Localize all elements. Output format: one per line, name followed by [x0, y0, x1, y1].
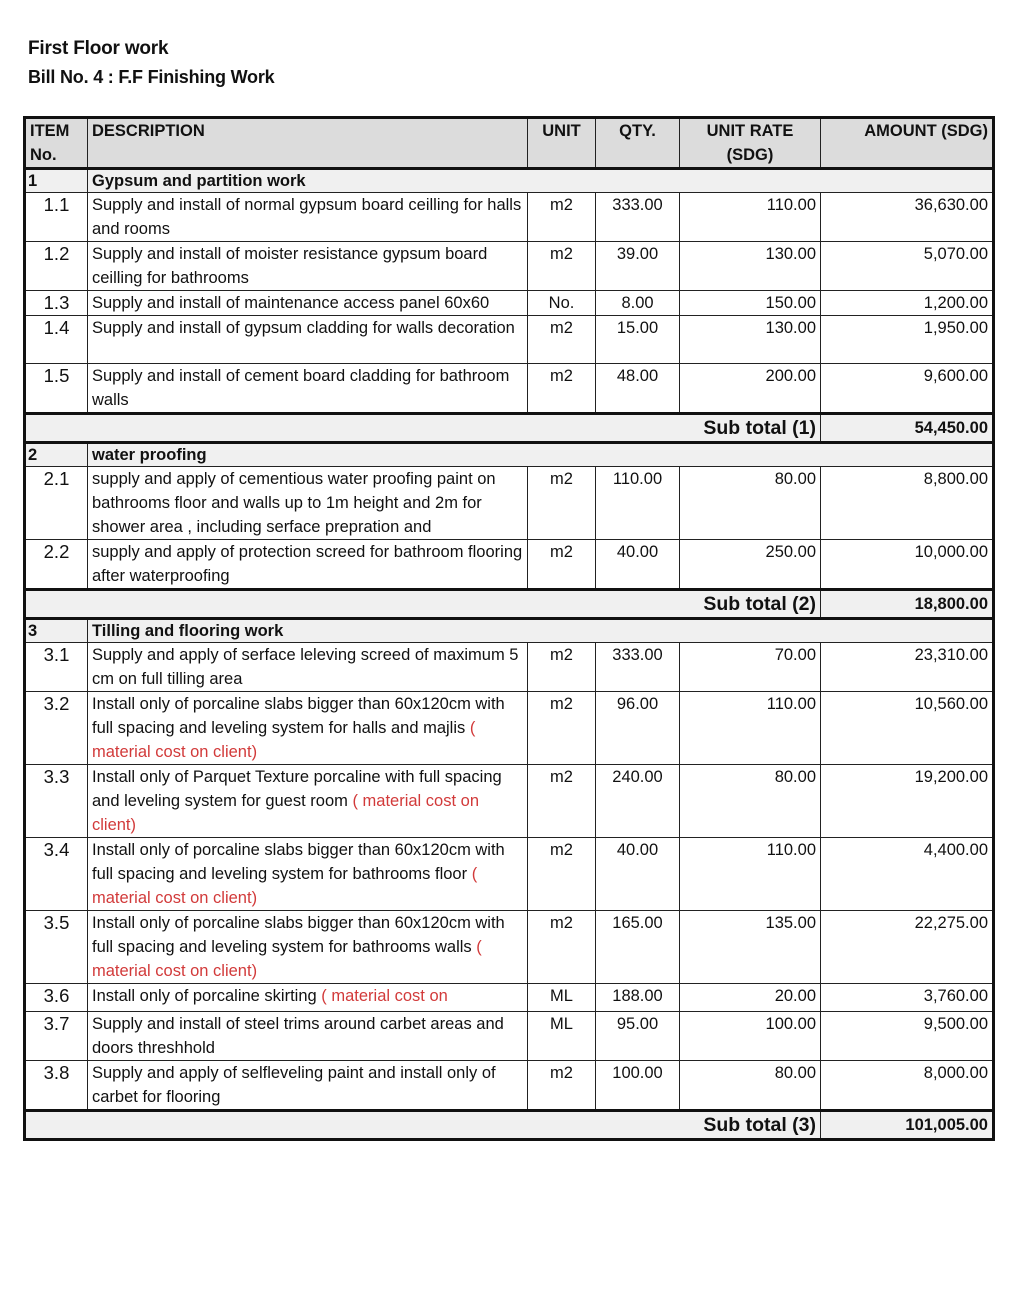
- item-number: 3.7: [25, 1012, 88, 1061]
- item-amount: 36,630.00: [821, 193, 994, 242]
- item-description: [88, 838, 528, 911]
- item-unit: m2: [528, 765, 596, 838]
- item-unit: m2: [528, 643, 596, 692]
- header-qty: QTY.: [596, 118, 680, 169]
- item-unit-rate: 110.00: [680, 193, 821, 242]
- item-amount: 8,000.00: [821, 1061, 994, 1111]
- table-row: [25, 291, 994, 316]
- item-description: [88, 540, 528, 590]
- item-unit-rate: 130.00: [680, 242, 821, 291]
- item-description: [88, 364, 528, 414]
- item-qty: 39.00: [596, 242, 680, 291]
- item-unit: m2: [528, 242, 596, 291]
- item-number: 1.1: [25, 193, 88, 242]
- item-unit: m2: [528, 1061, 596, 1111]
- subtotal-row: [25, 590, 994, 619]
- section-header-row: [25, 443, 994, 467]
- description-text: Install only of porcaline slabs bigger than 60x120cm with full spacing and leveling system for halls and majlis: [92, 695, 505, 737]
- item-qty: 96.00: [596, 692, 680, 765]
- item-unit-rate: 135.00: [680, 911, 821, 984]
- description-text: Install only of porcaline slabs bigger than 60x120cm with full spacing and leveling system for bathrooms floor: [92, 841, 505, 883]
- table-row: [25, 242, 994, 291]
- item-number: 3.4: [25, 838, 88, 911]
- section-title: Gypsum and partition work: [88, 169, 528, 193]
- table-row: [25, 643, 994, 692]
- item-unit: m2: [528, 911, 596, 984]
- item-unit-rate: 80.00: [680, 467, 821, 540]
- item-unit-rate: 80.00: [680, 765, 821, 838]
- table-row: [25, 692, 994, 765]
- section-header-row: [25, 169, 994, 193]
- item-amount: 5,070.00: [821, 242, 994, 291]
- item-unit-rate: 70.00: [680, 643, 821, 692]
- subtotal-value: 54,450.00: [821, 414, 994, 443]
- item-unit: No.: [528, 291, 596, 316]
- item-unit: m2: [528, 316, 596, 364]
- item-unit: m2: [528, 193, 596, 242]
- item-description: [88, 692, 528, 765]
- item-qty: 333.00: [596, 193, 680, 242]
- subtotal-label: Sub total (1): [25, 414, 821, 443]
- item-description: [88, 193, 528, 242]
- table-row: [25, 984, 994, 1012]
- table-row: [25, 193, 994, 242]
- subtotal-row: [25, 1111, 994, 1140]
- header-amount: AMOUNT (SDG): [821, 118, 994, 169]
- section-title: water proofing: [88, 443, 528, 467]
- item-unit: m2: [528, 364, 596, 414]
- table-row: [25, 838, 994, 911]
- table-row: [25, 467, 994, 540]
- item-amount: 3,760.00: [821, 984, 994, 1012]
- table-row: [25, 911, 994, 984]
- item-qty: 15.00: [596, 316, 680, 364]
- bill-of-quantities-table: [23, 116, 995, 1141]
- table-row: [25, 316, 994, 364]
- item-amount: 9,600.00: [821, 364, 994, 414]
- table-row: [25, 1061, 994, 1111]
- item-number: 3.3: [25, 765, 88, 838]
- item-unit-rate: 250.00: [680, 540, 821, 590]
- material-cost-note: ( material cost on client): [92, 938, 482, 980]
- header-item-no: ITEM No.: [25, 118, 88, 169]
- item-unit-rate: 130.00: [680, 316, 821, 364]
- item-unit: m2: [528, 540, 596, 590]
- item-number: 1.4: [25, 316, 88, 364]
- item-amount: 22,275.00: [821, 911, 994, 984]
- header-unit-rate: UNIT RATE (SDG): [680, 118, 821, 169]
- document-subtitle: Bill No. 4 : F.F Finishing Work: [28, 67, 275, 87]
- section-fill: [528, 169, 994, 193]
- table-header-row: [25, 118, 994, 169]
- item-unit-rate: 100.00: [680, 1012, 821, 1061]
- subtotal-label: Sub total (2): [25, 590, 821, 619]
- table-row: [25, 364, 994, 414]
- section-fill: [528, 619, 994, 643]
- subtotal-row: [25, 414, 994, 443]
- item-qty: 240.00: [596, 765, 680, 838]
- subtotal-value: 101,005.00: [821, 1111, 994, 1140]
- item-description: [88, 467, 528, 540]
- item-amount: 23,310.00: [821, 643, 994, 692]
- description-text: Supply and install of normal gypsum board ceilling for halls and rooms: [92, 196, 522, 238]
- description-text: Supply and apply of serface leleving screed of maximum 5 cm on full tilling area: [92, 646, 519, 688]
- item-qty: 110.00: [596, 467, 680, 540]
- item-qty: 48.00: [596, 364, 680, 414]
- item-amount: 10,000.00: [821, 540, 994, 590]
- table-body: [25, 169, 994, 1140]
- item-description: [88, 984, 528, 1012]
- item-number: 1.3: [25, 291, 88, 316]
- material-cost-note: ( material cost on client): [92, 865, 478, 907]
- item-unit-rate: 110.00: [680, 692, 821, 765]
- section-number: 1: [25, 169, 88, 193]
- section-fill: [528, 443, 994, 467]
- item-qty: 165.00: [596, 911, 680, 984]
- item-amount: 19,200.00: [821, 765, 994, 838]
- item-description: [88, 291, 528, 316]
- description-text: Supply and install of gypsum cladding for walls decoration: [92, 319, 515, 337]
- item-description: [88, 911, 528, 984]
- item-number: 2.2: [25, 540, 88, 590]
- item-description: [88, 1061, 528, 1111]
- table-row: [25, 540, 994, 590]
- section-header-row: [25, 619, 994, 643]
- item-description: [88, 1012, 528, 1061]
- description-text: Supply and install of maintenance access panel 60x60: [92, 294, 490, 312]
- item-qty: 100.00: [596, 1061, 680, 1111]
- section-number: 2: [25, 443, 88, 467]
- item-number: 3.8: [25, 1061, 88, 1111]
- item-number: 2.1: [25, 467, 88, 540]
- item-unit-rate: 110.00: [680, 838, 821, 911]
- item-unit-rate: 80.00: [680, 1061, 821, 1111]
- item-qty: 8.00: [596, 291, 680, 316]
- item-number: 3.1: [25, 643, 88, 692]
- subtotal-label: Sub total (3): [25, 1111, 821, 1140]
- item-qty: 40.00: [596, 838, 680, 911]
- item-amount: 10,560.00: [821, 692, 994, 765]
- item-description: [88, 643, 528, 692]
- table-row: [25, 765, 994, 838]
- item-qty: 333.00: [596, 643, 680, 692]
- description-text: Install only of porcaline slabs bigger than 60x120cm with full spacing and leveling system for bathrooms walls: [92, 914, 505, 956]
- description-text: supply and apply of protection screed for bathroom flooring after waterproofing: [92, 543, 523, 585]
- item-unit: m2: [528, 838, 596, 911]
- description-text: Supply and apply of selfleveling paint and install only of carbet for flooring: [92, 1064, 496, 1106]
- section-title: Tilling and flooring work: [88, 619, 528, 643]
- material-cost-note: ( material cost on client): [92, 792, 480, 834]
- item-qty: 188.00: [596, 984, 680, 1012]
- item-unit: ML: [528, 1012, 596, 1061]
- item-number: 3.6: [25, 984, 88, 1012]
- item-number: 3.2: [25, 692, 88, 765]
- item-qty: 40.00: [596, 540, 680, 590]
- subtotal-value: 18,800.00: [821, 590, 994, 619]
- item-unit: ML: [528, 984, 596, 1012]
- item-unit-rate: 20.00: [680, 984, 821, 1012]
- description-text: Supply and install of cement board cladding for bathroom walls: [92, 367, 510, 409]
- description-text: Install only of porcaline skirting: [92, 987, 317, 1005]
- item-amount: 4,400.00: [821, 838, 994, 911]
- description-text: supply and apply of cementious water proofing paint on bathrooms floor and walls up to 1m height and 2m for shower area , including serface prepration and: [92, 470, 496, 536]
- item-amount: 8,800.00: [821, 467, 994, 540]
- material-cost-note: ( material cost on client): [92, 719, 476, 761]
- description-text: Install only of Parquet Texture porcaline with full spacing and leveling system for guest room: [92, 768, 502, 810]
- item-description: [88, 765, 528, 838]
- material-cost-note: ( material cost on: [316, 987, 448, 1005]
- item-amount: 1,200.00: [821, 291, 994, 316]
- document-title: First Floor work: [28, 38, 169, 59]
- item-amount: 1,950.00: [821, 316, 994, 364]
- item-unit-rate: 150.00: [680, 291, 821, 316]
- description-text: Supply and install of steel trims around carbet areas and doors threshhold: [92, 1015, 504, 1057]
- item-number: 1.2: [25, 242, 88, 291]
- item-amount: 9,500.00: [821, 1012, 994, 1061]
- item-description: [88, 242, 528, 291]
- section-number: 3: [25, 619, 88, 643]
- item-number: 3.5: [25, 911, 88, 984]
- table-row: [25, 1012, 994, 1061]
- item-unit: m2: [528, 467, 596, 540]
- item-number: 1.5: [25, 364, 88, 414]
- header-description: DESCRIPTION: [88, 118, 528, 169]
- item-qty: 95.00: [596, 1012, 680, 1061]
- item-description: [88, 316, 528, 364]
- header-unit: UNIT: [528, 118, 596, 169]
- item-unit-rate: 200.00: [680, 364, 821, 414]
- description-text: Supply and install of moister resistance gypsum board ceilling for bathrooms: [92, 245, 488, 287]
- item-unit: m2: [528, 692, 596, 765]
